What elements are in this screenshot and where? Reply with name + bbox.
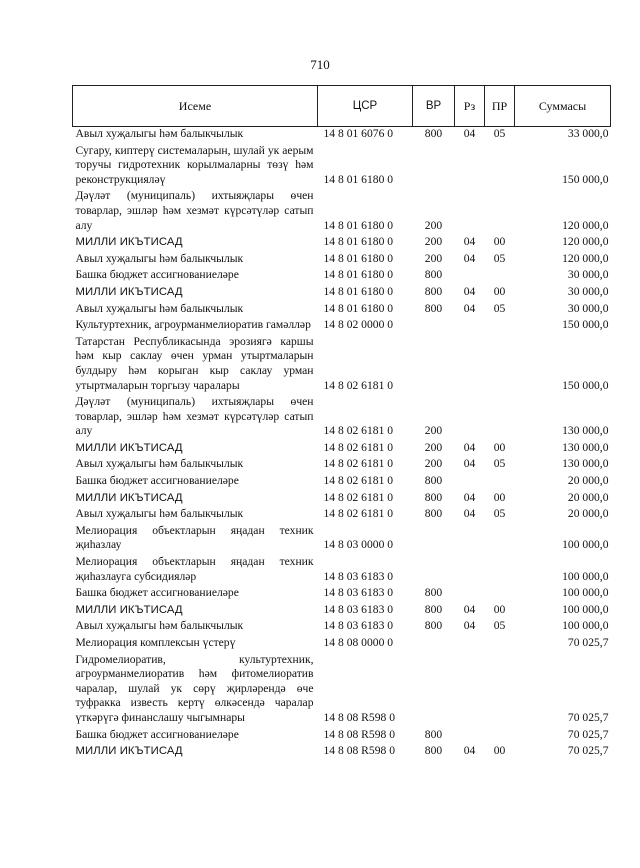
cell-rz (455, 393, 485, 439)
cell-rz (455, 187, 485, 233)
page-number: 710 (310, 57, 330, 72)
cell-csr: 14 8 02 6181 0 (323, 440, 394, 454)
cell-name: Авыл хуҗалыгы һәм балыкчылык (75, 127, 244, 140)
cell-vr: 800 (424, 619, 443, 633)
cell-pr (485, 651, 515, 726)
cell-name: МИЛЛИ ИКЪТИСАД (75, 285, 183, 298)
cell-pr: 05 (493, 251, 506, 265)
cell-vr (413, 553, 455, 584)
cell-csr: 14 8 02 6181 0 (323, 457, 394, 471)
table-row (73, 489, 611, 506)
cell-rz (455, 651, 485, 726)
cell-pr (485, 333, 515, 393)
cell-rz: 04 (463, 744, 476, 758)
cell-name: МИЛЛИ ИКЪТИСАД (75, 441, 183, 454)
header-sum: Суммасы (515, 86, 611, 127)
cell-vr (413, 333, 455, 393)
cell-pr: 05 (493, 457, 506, 471)
cell-csr: 14 8 01 6180 0 (323, 218, 394, 232)
cell-csr: 14 8 03 0000 0 (323, 538, 394, 552)
cell-pr: 00 (493, 744, 506, 758)
cell-name: Дәүләт (муниципаль) ихтыяҗлары өчен товарлар, эшләр һәм хезмәт күрсәтүләр сатып алу (75, 395, 314, 438)
cell-pr: 05 (493, 301, 506, 315)
cell-vr: 800 (424, 586, 443, 600)
cell-name: Башка бюджет ассигнованиеләре (75, 727, 239, 741)
cell-csr: 14 8 01 6180 0 (323, 284, 394, 298)
cell-vr: 800 (424, 490, 443, 504)
cell-rz: 04 (463, 440, 476, 454)
cell-sum: 33 000,0 (567, 127, 609, 140)
header-name: Исеме (73, 86, 318, 127)
cell-rz (455, 522, 485, 553)
cell-pr (485, 393, 515, 439)
cell-csr: 14 8 01 6180 0 (323, 251, 394, 265)
table-header-row (73, 86, 611, 127)
table-row (73, 300, 611, 317)
cell-sum: 100 000,0 (562, 538, 609, 552)
cell-csr: 14 8 02 0000 0 (323, 318, 394, 332)
cell-rz: 04 (463, 301, 476, 315)
cell-sum: 70 025,7 (567, 710, 609, 724)
cell-name: МИЛЛИ ИКЪТИСАД (75, 603, 183, 616)
cell-csr: 14 8 02 6181 0 (323, 490, 394, 504)
cell-csr: 14 8 03 6183 0 (323, 619, 394, 633)
cell-name: Сугару, киптерү системаларын, шулай ук аерым торучы гидротехник корылмаларны төзү һәм реконструкцияләү (75, 143, 314, 186)
cell-pr: 05 (493, 619, 506, 633)
header-rz: Рз (455, 86, 485, 127)
table-row (73, 472, 611, 489)
cell-sum: 120 000,0 (562, 235, 609, 249)
cell-rz (455, 553, 485, 584)
cell-name: Авыл хуҗалыгы һәм балыкчылык (75, 301, 244, 315)
table-row (73, 617, 611, 634)
cell-rz: 04 (463, 602, 476, 616)
cell-sum: 100 000,0 (562, 569, 609, 583)
cell-vr (413, 142, 455, 188)
cell-sum: 100 000,0 (562, 602, 609, 616)
cell-sum: 30 000,0 (567, 268, 609, 282)
table-row (73, 127, 611, 142)
cell-vr (413, 651, 455, 726)
cell-csr: 14 8 02 6181 0 (323, 378, 394, 392)
cell-vr: 200 (424, 251, 443, 265)
cell-csr: 14 8 01 6180 0 (323, 172, 394, 186)
cell-csr: 14 8 01 6180 0 (323, 235, 394, 249)
cell-pr: 00 (493, 490, 506, 504)
table-row (73, 283, 611, 300)
cell-name: МИЛЛИ ИКЪТИСАД (75, 491, 183, 504)
cell-name: МИЛЛИ ИКЪТИСАД (75, 745, 183, 758)
cell-csr: 14 8 08 R598 0 (323, 710, 395, 724)
cell-name: Татарстан Республикасында эрозиягә каршы һәм кыр саклау өчен урман утыртмаларын булдыру һәм корыган кыр саклау урман утыртмаларын торгызу чаралары (75, 334, 314, 392)
cell-rz (455, 634, 485, 651)
cell-csr: 14 8 02 6181 0 (323, 507, 394, 521)
cell-rz (455, 142, 485, 188)
table-row (73, 439, 611, 456)
cell-name: Башка бюджет ассигнованиеләре (75, 474, 239, 488)
cell-name: Дәүләт (муниципаль) ихтыяҗлары өчен товарлар, эшләр һәм хезмәт күрсәтүләр сатып алу (75, 189, 314, 232)
cell-pr (485, 472, 515, 489)
cell-sum: 130 000,0 (562, 457, 609, 471)
cell-rz: 04 (463, 284, 476, 298)
cell-name: Мелиорация комплексын үстерү (75, 636, 236, 649)
cell-rz: 04 (463, 127, 476, 140)
cell-vr (413, 522, 455, 553)
cell-csr: 14 8 01 6180 0 (323, 268, 394, 282)
cell-pr: 05 (493, 127, 506, 140)
cell-sum: 20 000,0 (567, 490, 609, 504)
cell-vr: 800 (424, 727, 443, 741)
cell-csr: 14 8 02 6181 0 (323, 424, 394, 438)
cell-vr: 200 (424, 235, 443, 249)
cell-sum: 150 000,0 (562, 172, 609, 186)
cell-sum: 120 000,0 (562, 218, 609, 232)
cell-vr: 800 (424, 301, 443, 315)
cell-pr (485, 187, 515, 233)
cell-csr: 14 8 02 6181 0 (323, 474, 394, 488)
table-row (73, 187, 611, 233)
cell-name: Авыл хуҗалыгы һәм балыкчылык (75, 251, 244, 265)
cell-sum: 20 000,0 (567, 474, 609, 488)
budget-table (72, 85, 611, 759)
cell-name: Авыл хуҗалыгы һәм балыкчылык (75, 457, 244, 471)
cell-pr: 00 (493, 284, 506, 298)
cell-rz: 04 (463, 507, 476, 521)
cell-pr (485, 634, 515, 651)
cell-rz: 04 (463, 251, 476, 265)
cell-pr (485, 142, 515, 188)
cell-vr: 800 (424, 744, 443, 758)
cell-vr (413, 316, 455, 333)
cell-pr: 00 (493, 440, 506, 454)
cell-csr: 14 8 03 6183 0 (323, 569, 394, 583)
table-row (73, 742, 611, 759)
cell-name: Мелиорация объектларын яңадан техник җиһазлау (75, 523, 314, 552)
cell-vr: 200 (424, 424, 443, 438)
table-row (73, 584, 611, 601)
cell-rz (455, 333, 485, 393)
table-row (73, 455, 611, 472)
table-row (73, 522, 611, 553)
cell-rz: 04 (463, 235, 476, 249)
cell-rz: 04 (463, 619, 476, 633)
cell-sum: 130 000,0 (562, 424, 609, 438)
cell-vr: 800 (424, 127, 443, 140)
table-body (73, 127, 611, 759)
table-row (73, 726, 611, 743)
cell-vr: 200 (424, 440, 443, 454)
table-row (73, 142, 611, 188)
table-row (73, 634, 611, 651)
cell-name: Башка бюджет ассигнованиеләре (75, 268, 239, 282)
cell-sum: 70 025,7 (567, 744, 609, 758)
table-row (73, 316, 611, 333)
table-row (73, 333, 611, 393)
cell-name: Башка бюджет ассигнованиеләре (75, 586, 239, 600)
cell-vr: 800 (424, 268, 443, 282)
cell-vr: 800 (424, 602, 443, 616)
cell-name: Авыл хуҗалыгы һәм балыкчылык (75, 619, 244, 633)
table-row (73, 601, 611, 618)
cell-sum: 150 000,0 (562, 378, 609, 392)
cell-sum: 30 000,0 (567, 301, 609, 315)
cell-pr (485, 726, 515, 743)
header-csr: ЦСР (318, 86, 413, 127)
cell-csr: 14 8 03 6183 0 (323, 586, 394, 600)
cell-sum: 120 000,0 (562, 251, 609, 265)
cell-pr: 00 (493, 235, 506, 249)
cell-rz (455, 266, 485, 283)
cell-rz: 04 (463, 457, 476, 471)
cell-rz (455, 316, 485, 333)
cell-csr: 14 8 08 R598 0 (323, 727, 395, 741)
table-row (73, 553, 611, 584)
cell-csr: 14 8 01 6180 0 (323, 301, 394, 315)
table-row (73, 250, 611, 267)
cell-name: МИЛЛИ ИКЪТИСАД (75, 236, 183, 249)
header-pr: ПР (485, 86, 515, 127)
cell-pr (485, 584, 515, 601)
cell-vr: 800 (424, 507, 443, 521)
cell-name: Культуртехник, агроурманмелиоратив гамәлләр (75, 318, 311, 332)
cell-sum: 100 000,0 (562, 586, 609, 600)
cell-sum: 150 000,0 (562, 318, 609, 332)
cell-sum: 70 025,7 (567, 727, 609, 741)
cell-vr: 800 (424, 284, 443, 298)
cell-sum: 70 025,7 (567, 636, 609, 649)
cell-csr: 14 8 08 R598 0 (323, 744, 395, 758)
cell-vr: 200 (424, 457, 443, 471)
cell-sum: 20 000,0 (567, 507, 609, 521)
cell-name: Гидромелиоратив, культуртехник, агроурманмелиоратив һәм фитомелиоратив чаралар, шулай ук сөрү җирләрендә өче туфракка известь кертү өлкәсендә чаралар үткәрүгә финанслашу чыгымнары (75, 652, 314, 724)
cell-pr: 00 (493, 602, 506, 616)
cell-vr: 200 (424, 218, 443, 232)
cell-rz: 04 (463, 490, 476, 504)
cell-name: Мелиорация объектларын яңадан техник җиһазлауга субсидияләр (75, 555, 314, 583)
cell-pr (485, 553, 515, 584)
cell-sum: 130 000,0 (562, 440, 609, 454)
cell-rz (455, 584, 485, 601)
table-row (73, 651, 611, 726)
table-row (73, 393, 611, 439)
cell-rz (455, 726, 485, 743)
cell-csr: 14 8 03 6183 0 (323, 602, 394, 616)
cell-pr (485, 316, 515, 333)
cell-sum: 100 000,0 (562, 619, 609, 633)
table-row (73, 233, 611, 250)
cell-pr: 05 (493, 507, 506, 521)
cell-csr: 14 8 01 6076 0 (323, 127, 394, 140)
cell-vr (413, 634, 455, 651)
cell-pr (485, 522, 515, 553)
cell-sum: 30 000,0 (567, 284, 609, 298)
cell-csr: 14 8 08 0000 0 (323, 636, 394, 649)
cell-vr: 800 (424, 474, 443, 488)
table-row (73, 266, 611, 283)
cell-pr (485, 266, 515, 283)
table-row (73, 505, 611, 522)
cell-name: Авыл хуҗалыгы һәм балыкчылык (75, 507, 244, 521)
header-vr: ВР (413, 86, 455, 127)
cell-rz (455, 472, 485, 489)
